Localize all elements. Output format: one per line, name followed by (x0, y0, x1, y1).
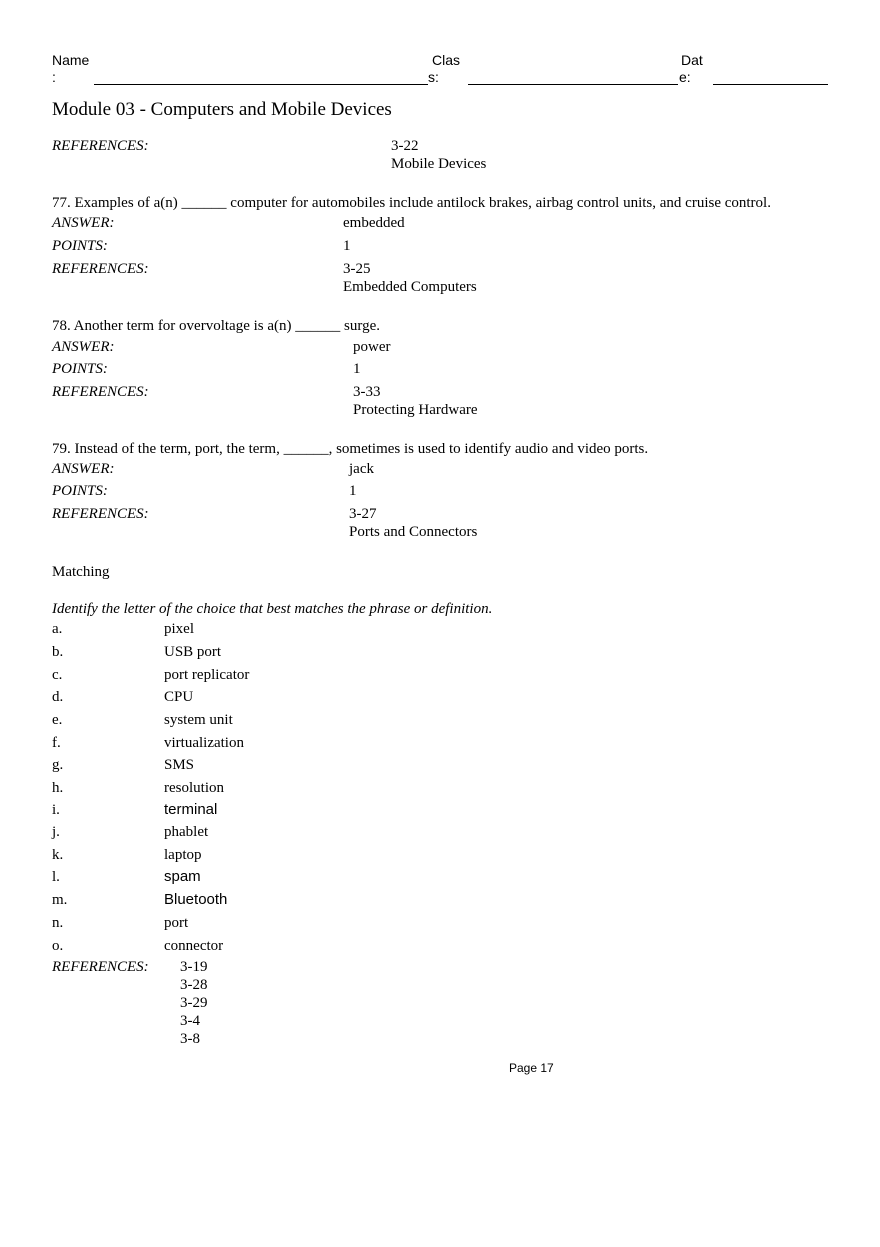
class-label-colon: s: (428, 69, 439, 85)
choice-term: USB port (164, 644, 222, 660)
references-value (353, 383, 478, 419)
question-text: 77. Examples of a(n) ______ computer for automobiles include antilock brakes, airbag control units, and cruise control. (52, 195, 771, 211)
answer-value: embedded (343, 215, 405, 231)
references-value (391, 137, 486, 173)
answer-value: power (353, 339, 391, 355)
choice-letter: l. (52, 869, 60, 885)
reference-page: 3-25 (343, 261, 371, 277)
answer-label: ANSWER: (52, 215, 115, 231)
choice-term: port (164, 915, 189, 931)
choice-letter: i. (52, 802, 60, 818)
reference-page: 3-33 (353, 384, 381, 400)
choice-term: system unit (164, 712, 233, 728)
date-label-colon: e: (679, 69, 691, 85)
references-label: REFERENCES: (52, 384, 149, 400)
reference-topic: Protecting Hardware (353, 402, 478, 418)
choice-letter: h. (52, 780, 64, 796)
references-value (349, 505, 477, 541)
reference-topic: Mobile Devices (391, 156, 487, 172)
choice-term: pixel (164, 621, 194, 637)
reference-page: 3-8 (180, 1031, 200, 1047)
choice-letter: o. (52, 938, 64, 954)
reference-page: 3-19 (180, 959, 208, 975)
date-label: Dat (681, 52, 703, 68)
choice-term: laptop (164, 847, 202, 863)
choice-letter: f. (52, 735, 61, 751)
date-field-line[interactable] (713, 84, 828, 85)
points-label: POINTS: (52, 361, 108, 377)
question-text: 78. Another term for overvoltage is a(n) ______ surge. (52, 318, 380, 334)
choice-letter: a. (52, 621, 63, 637)
choice-term: SMS (164, 757, 195, 773)
choice-letter: e. (52, 712, 63, 728)
choice-term: resolution (164, 780, 224, 796)
choice-term: virtualization (164, 735, 244, 751)
points-value: 1 (343, 238, 351, 254)
points-value: 1 (353, 361, 361, 377)
reference-page: 3-22 (391, 138, 419, 154)
choice-letter: g. (52, 757, 64, 773)
references-label: REFERENCES: (52, 261, 149, 277)
choice-term: port replicator (164, 667, 250, 683)
choice-term: spam (164, 868, 201, 885)
choice-term: Bluetooth (164, 891, 228, 908)
module-title: Module 03 - Computers and Mobile Devices (52, 99, 392, 120)
reference-topic: Ports and Connectors (349, 524, 478, 540)
reference-page: 3-28 (180, 977, 208, 993)
references-value (343, 260, 477, 296)
reference-page: 3-27 (349, 506, 377, 522)
choice-term: terminal (164, 801, 218, 818)
points-label: POINTS: (52, 238, 108, 254)
matching-instructions: Identify the letter of the choice that best matches the phrase or definition. (52, 601, 493, 617)
choice-term: CPU (164, 689, 194, 705)
choice-letter: d. (52, 689, 64, 705)
name-label: Name (52, 52, 90, 68)
answer-label: ANSWER: (52, 339, 115, 355)
reference-page: 3-4 (180, 1013, 200, 1029)
references-label: REFERENCES: (52, 959, 149, 975)
choice-letter: c. (52, 667, 63, 683)
name-field-line[interactable] (94, 84, 428, 85)
class-field-line[interactable] (468, 84, 678, 85)
choice-letter: n. (52, 915, 64, 931)
name-label-colon: : (52, 69, 56, 85)
choice-letter: m. (52, 892, 68, 908)
choice-letter: j. (52, 824, 60, 840)
choice-term: phablet (164, 824, 209, 840)
matching-references (180, 958, 208, 1048)
references-label: REFERENCES: (52, 138, 149, 154)
answer-label: ANSWER: (52, 461, 115, 477)
matching-heading: Matching (52, 564, 110, 580)
class-label: Clas (432, 52, 461, 68)
answer-value: jack (349, 461, 374, 477)
page-number: Page 17 (509, 1061, 554, 1075)
points-value: 1 (349, 483, 357, 499)
points-label: POINTS: (52, 483, 108, 499)
question-text: 79. Instead of the term, port, the term, ______, sometimes is used to identify audio and video ports. (52, 441, 649, 457)
choice-letter: k. (52, 847, 64, 863)
choice-term: connector (164, 938, 224, 954)
references-label: REFERENCES: (52, 506, 149, 522)
reference-topic: Embedded Computers (343, 279, 477, 295)
reference-page: 3-29 (180, 995, 208, 1011)
choice-letter: b. (52, 644, 64, 660)
